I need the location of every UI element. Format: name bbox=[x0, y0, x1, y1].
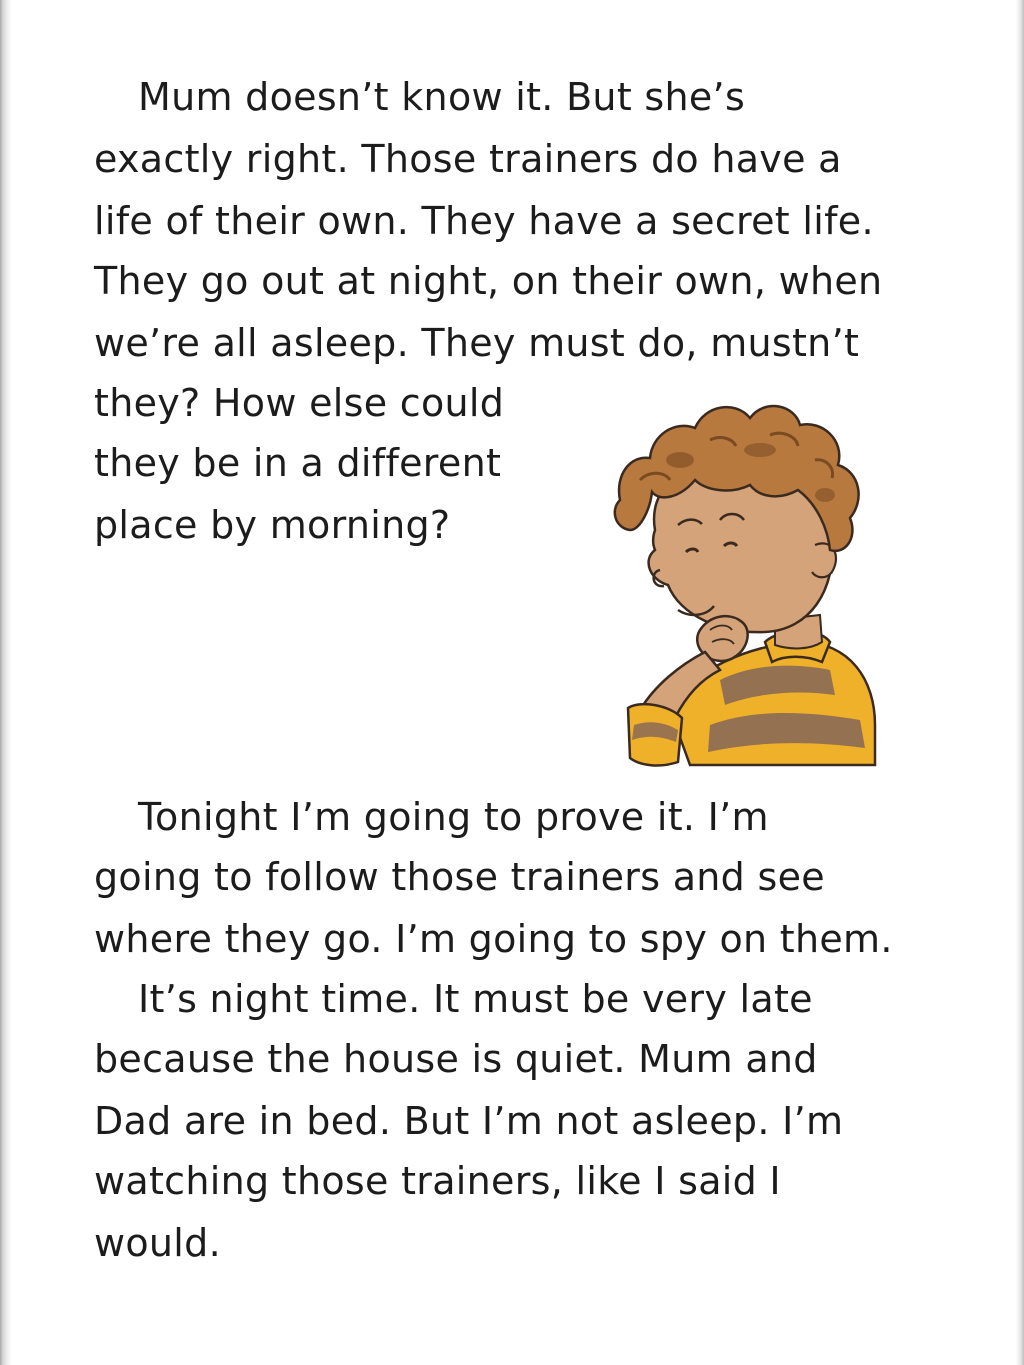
text-line: we’re all asleep. They must do, mustn’t bbox=[94, 321, 860, 365]
text-line: they be in a different bbox=[94, 441, 502, 485]
text-line: where they go. I’m going to spy on them. bbox=[94, 917, 893, 961]
text-line: watching those trainers, like I said I bbox=[94, 1159, 781, 1203]
text-line: Dad are in bed. But I’m not asleep. I’m bbox=[94, 1099, 844, 1143]
thinking-boy-illustration bbox=[560, 380, 890, 780]
text-line: would. bbox=[94, 1221, 221, 1265]
text-line: It’s night time. It must be very late bbox=[138, 977, 813, 1021]
text-line: place by morning? bbox=[94, 503, 451, 547]
text-line: Mum doesn’t know it. But she’s bbox=[138, 75, 746, 119]
text-line: going to follow those trainers and see bbox=[94, 855, 825, 899]
text-line: They go out at night, on their own, when bbox=[94, 259, 883, 303]
page-right-edge bbox=[1016, 0, 1024, 1365]
text-line: exactly right. Those trainers do have a bbox=[94, 137, 842, 181]
text-line: because the house is quiet. Mum and bbox=[94, 1037, 818, 1081]
text-line: they? How else could bbox=[94, 381, 505, 425]
text-line: life of their own. They have a secret life. bbox=[94, 199, 874, 243]
page-left-edge bbox=[0, 0, 12, 1365]
text-line: Tonight I’m going to prove it. I’m bbox=[138, 795, 769, 839]
